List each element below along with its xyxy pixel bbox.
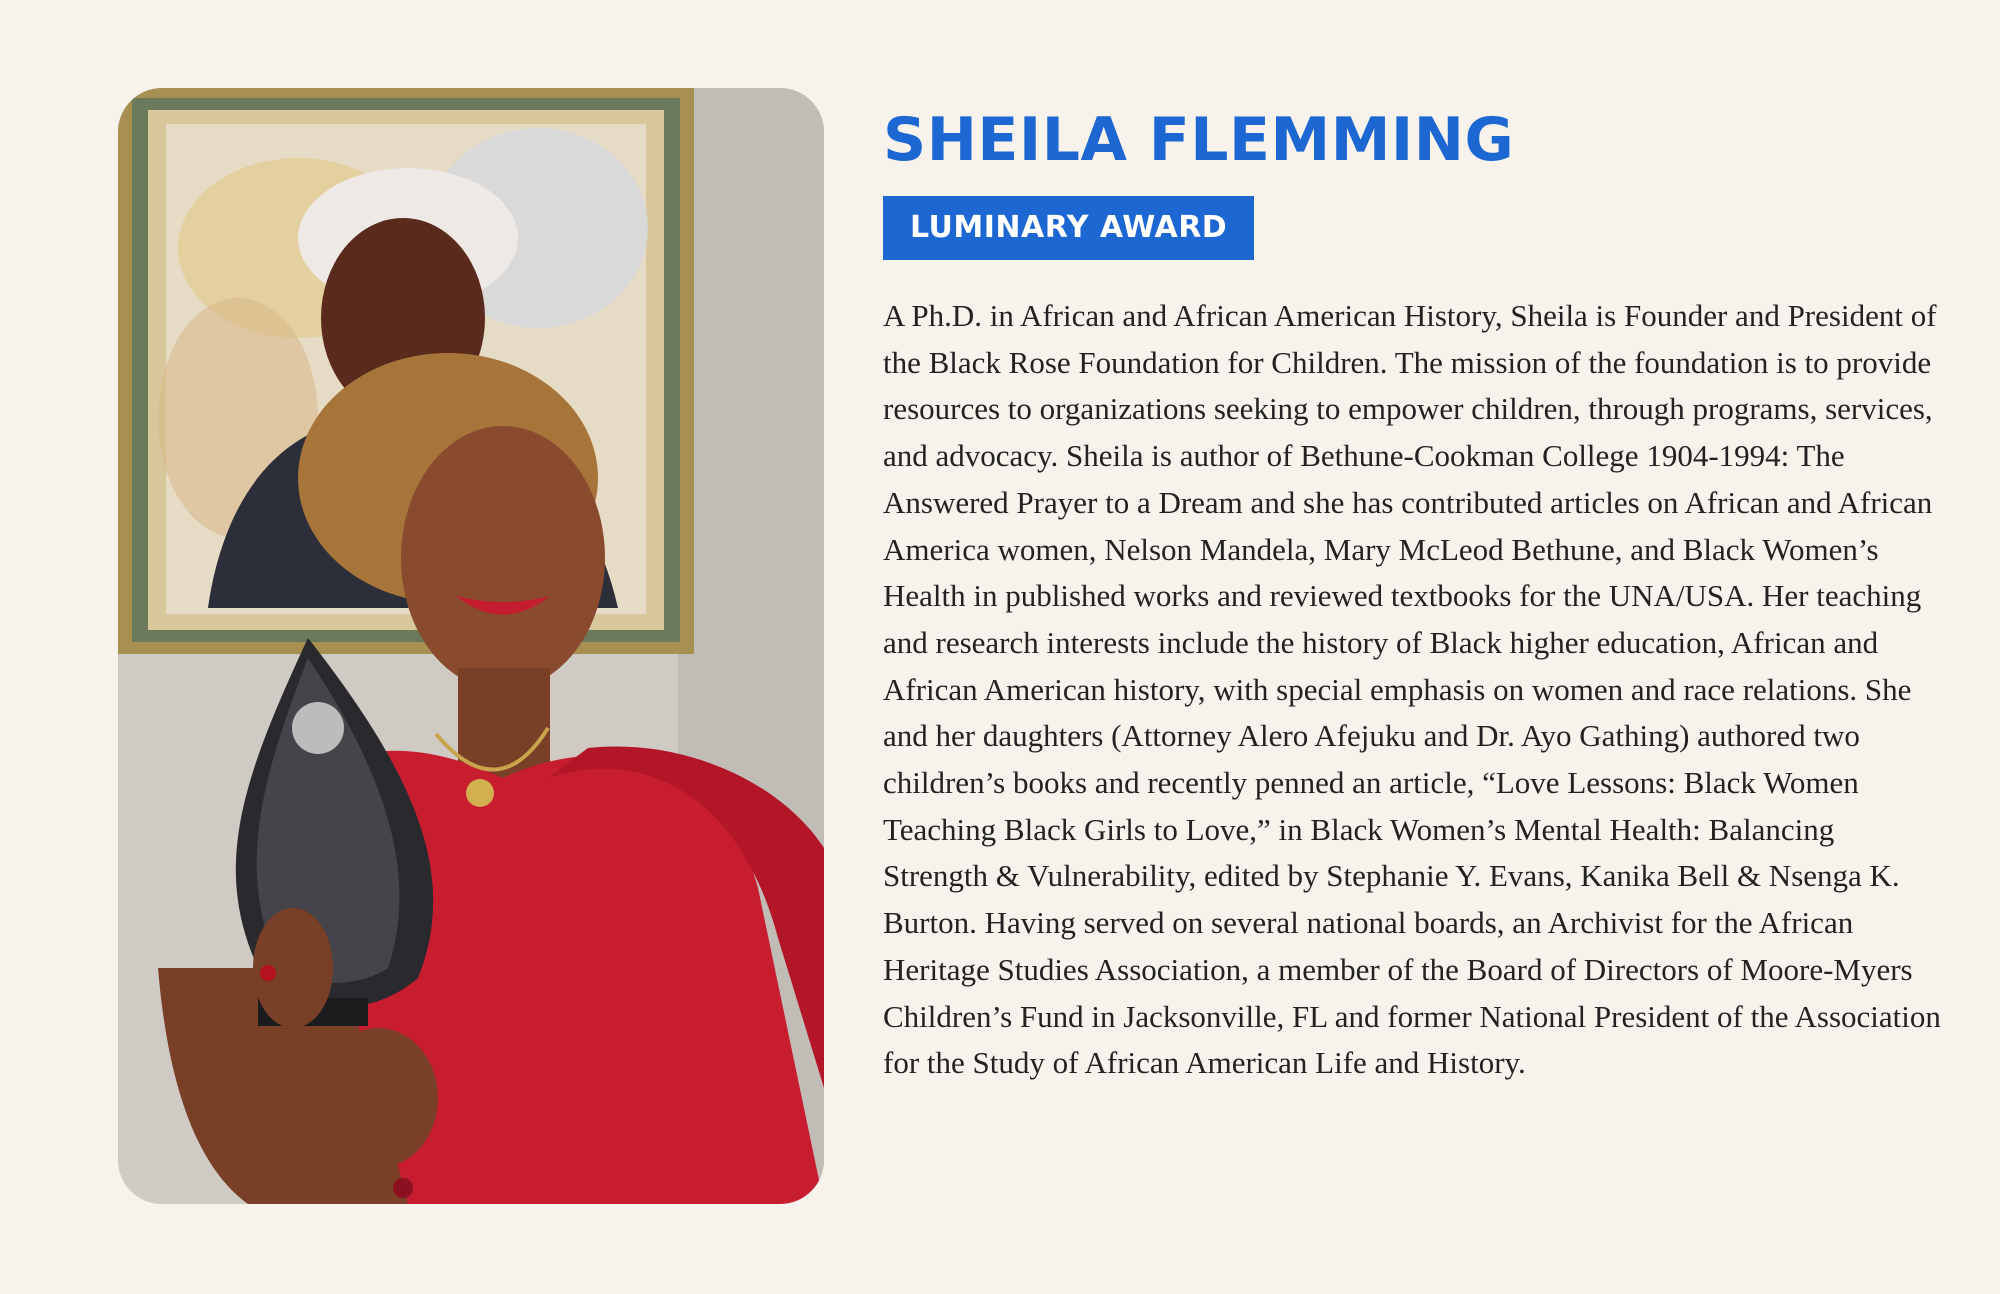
award-badge: LUMINARY AWARD bbox=[883, 196, 1254, 260]
portrait-photo bbox=[118, 88, 824, 1204]
biography-text: A Ph.D. in African and African American History, Sheila is Founder and President of the Black Rose Foundation for Children. The mission of the foundation is to provide resources to organizations seeking to empower children, through programs, services, and advocacy. Sheila is author of Bethune-Cookman College 1904-1994: The Answered Prayer to a Dream and she has contributed articles on African and African America women, Nelson Mandela, Mary McLeod Bethune, and Black Women’s Health in published works and reviewed textbooks for the UNA/USA. Her teaching and research interests include the history of Black higher education, African and African American history, with special emphasis on women and race relations. She and her daughters (Attorney Alero Afejuku and Dr. Ayo Gathing) authored two children’s books and recently penned an article, “Love Lessons: Black Women Teaching Black Girls to Love,” in Black Women’s Mental Health: Balancing Strength & Vulnerability, edited by Stephanie Y. Evans, Kanika Bell & Nsenga K. Burton. Having served on several national boards, an Archivist for the African Heritage Studies Association, a member of the Board of Directors of Moore-Myers Children’s Fund in Jacksonville, FL and former National President of the Association for the Study of African American Life and History. bbox=[883, 298, 1941, 1081]
honoree-name: SHEILA FLEMMING bbox=[883, 105, 1515, 175]
profile-content bbox=[883, 104, 1943, 1087]
